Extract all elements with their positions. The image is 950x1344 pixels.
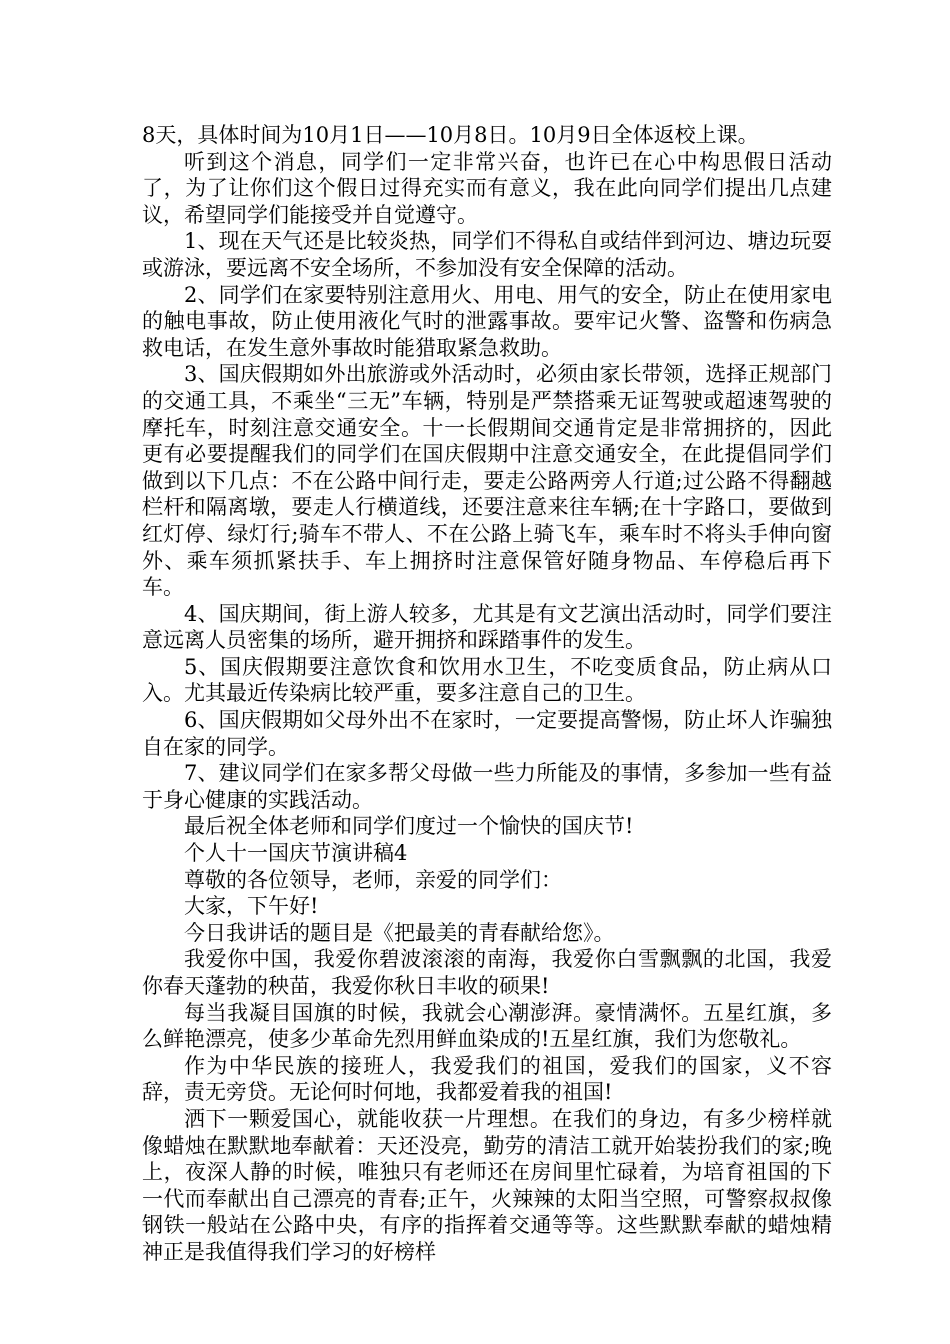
- paragraph-suggestion-6: 6、国庆假期如父母外出不在家时，一定要提高警惕，防止坏人诈骗独自在家的同学。: [142, 708, 832, 759]
- section-heading: 个人十一国庆节演讲稿4: [184, 841, 408, 866]
- paragraph-suggestion-2: 2、同学们在家要特别注意用火、用电、用气的安全，防止在使用家电的触电事故，防止使用液化气时的泄露事故。要牢记火警、盗警和伤病急救电话，在发生意外事故时能猎取紧急救助。: [142, 282, 832, 360]
- paragraph-closing-wish: 最后祝全体老师和同学们度过一个愉快的国庆节!: [184, 814, 634, 839]
- paragraph-national-flag: 每当我凝目国旗的时候，我就会心潮澎湃。豪情满怀。五星红旗，多么鲜艳漂亮，使多少革命先烈用鲜血染成的!五星红旗，我们为您敬礼。: [142, 1000, 832, 1052]
- paragraph-holiday-dates: 8天，具体时间为10月1日——10月8日。10月9日全体返校上课。: [142, 123, 759, 147]
- paragraph-love-china: 我爱你中国，我爱你碧波滚滚的南海，我爱你白雪飘飘的北国，我爱你春天蓬勃的秧苗，我爱你秋日丰收的硕果!: [142, 947, 832, 998]
- paragraph-suggestion-3: 3、国庆假期如外出旅游或外活动时，必须由家长带领，选择正规部门的交通工具，不乘坐“三无”车辆，特别是严禁搭乘无证驾驶或超速驾驶的摩托车，时刻注意交通安全。十一长假期间交通肯定是非常拥挤的，因此更有必要提醒我们的同学们在国庆假期中注意交通安全，在此提倡同学们做到以下几点：不在公路中间行走，要走公路两旁人行道;过公路不得翻越栏杆和隔离墩，要走人行横道线，还要注意来往车辆;在十字路口，要做到红灯停、绿灯行;骑车不带人、不在公路上骑飞车，乘车时不将头手伸向窗外、乘车须抓紧扶手、车上拥挤时注意保管好随身物品、车停稳后再下车。: [142, 362, 832, 600]
- paragraph-successor: 作为中华民族的接班人，我爱我们的祖国，爱我们的国家，义不容辞，责无旁贷。无论何时何地，我都爱着我的祖国!: [142, 1053, 832, 1105]
- paragraph-suggestion-5: 5、国庆假期要注意饮食和饮用水卫生，不吃变质食品，防止病从口入。尤其最近传染病比较严重，要多注意自己的卫生。: [142, 654, 832, 706]
- paragraph-suggestion-4: 4、国庆期间，街上游人较多，尤其是有文艺演出活动时，同学们要注意远离人员密集的场所，避开拥挤和踩踏事件的发生。: [142, 601, 832, 653]
- paragraph-topic: 今日我讲话的题目是《把最美的青春献给您》。: [184, 920, 615, 945]
- paragraph-suggestion-1: 1、现在天气还是比较炎热，同学们不得私自或结伴到河边、塘边玩耍或游泳，要远离不安全场所，不参加没有安全保障的活动。: [142, 229, 832, 280]
- paragraph-role-models: 洒下一颗爱国心，就能收获一片理想。在我们的身边，有多少榜样就像蜡烛在默默地奉献着：天还没亮，勤劳的清洁工就开始装扮我们的家;晚上，夜深人静的时候，唯独只有老师还在房间里忙碌着，为培育祖国的下一代而奉献出自己漂亮的青春;正午，火辣辣的太阳当空照，可警察叔叔像钢铁一般站在公路中央，有序的指挥着交通等等。这些默默奉献的蜡烛精神正是我值得我们学习的好榜样: [142, 1106, 832, 1264]
- paragraph-suggestion-7: 7、建议同学们在家多帮父母做一些力所能及的事情，多参加一些有益于身心健康的实践活动。: [142, 761, 832, 812]
- paragraph-intro: 听到这个消息，同学们一定非常兴奋，也许已在心中构思假日活动了，为了让你们这个假日过得充实而有意义，我在此向同学们提出几点建议，希望同学们能接受并自觉遵守。: [142, 149, 832, 227]
- document-body: [142, 122, 832, 1266]
- paragraph-greeting: 大家，下午好!: [184, 894, 319, 919]
- paragraph-salutation: 尊敬的各位领导，老师，亲爱的同学们：: [184, 867, 562, 892]
